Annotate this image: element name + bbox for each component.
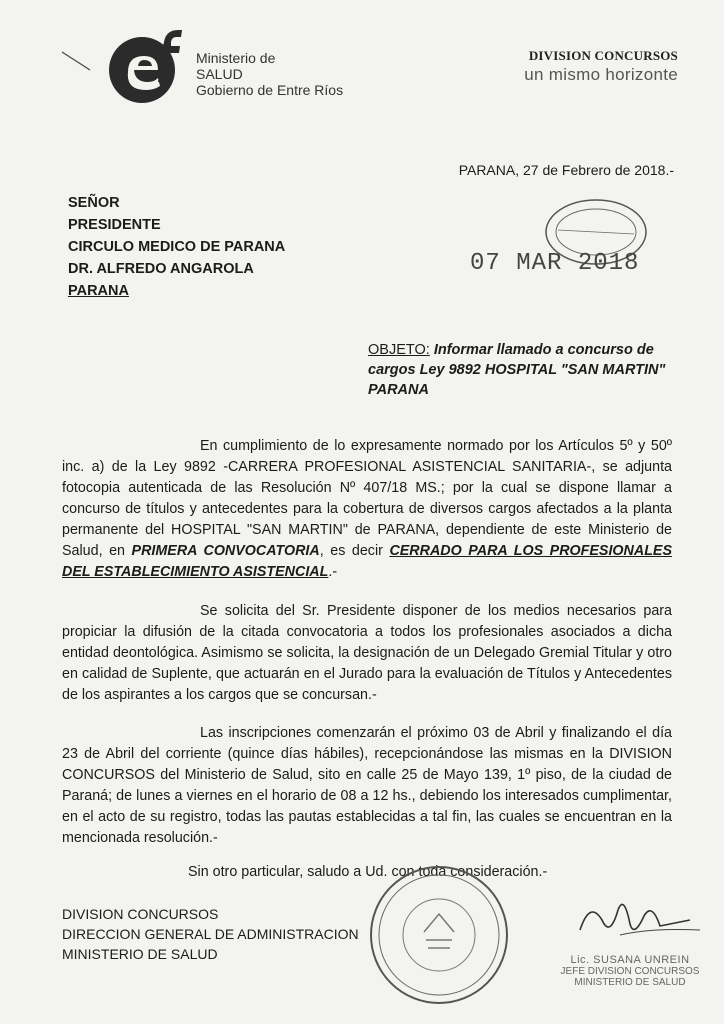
handwritten-signature	[560, 880, 710, 950]
addressee-line1: SEÑOR	[68, 195, 120, 211]
paragraph-2-text: Se solicita del Sr. Presidente disponer de los medios necesarios para propiciar la difusión de la citada convocatoria a todos los profesionales asociados a dicha entidad deontológica. Asimismo se solicita, la designación de un Delegado Gremial Titular y otro en calidad de Suplente, que actuarán en el Jurado para la evaluación de Títulos y Antecedentes de los aspirantes a los cargos que se concursan.-	[62, 603, 672, 703]
sender-line1: DIVISION CONCURSOS	[62, 906, 219, 922]
addressee-line4: DR. ALFREDO ANGAROLA	[68, 261, 254, 277]
signatory-role1: JEFE DIVISION CONCURSOS	[560, 966, 700, 977]
addressee-line3: CIRCULO MEDICO DE PARANA	[68, 239, 286, 255]
letter-date: PARANA, 27 de Febrero de 2018.-	[458, 162, 674, 178]
addressee-line2: PRESIDENTE	[68, 217, 161, 233]
sender-block	[62, 904, 359, 964]
paragraph-1-cerrado: CERRADO PARA LOS PROFESIONALES DEL ESTABLECIMIENTO ASISTENCIAL	[62, 543, 672, 580]
ministry-line2: SALUD	[196, 66, 243, 82]
addressee-block	[68, 192, 285, 302]
official-seal	[366, 862, 512, 1008]
paragraph-1-text-a: En cumplimiento de lo expresamente normado por los Artículos 5º y 50º inc. a) de la Ley 9892 -CARRERA PROFESIONAL ASISTENCIAL SANITARIA-, se adjunta fotocopia autenticada de las Resolución Nº 407/18 MS.; por la cual se dispone llamar a concurso de títulos y antecedentes para la cobertura de diversos cargos afectados a la planta permanente del HOSPITAL "SAN MARTIN" de PARANA, dependiente de este Ministerio de Salud, en	[62, 438, 672, 559]
signatory-role2: MINISTERIO DE SALUD	[574, 977, 686, 988]
ministry-line1: Ministerio de	[196, 50, 276, 66]
paragraph-2	[62, 601, 672, 706]
subject-text: Informar llamado a concurso de cargos Ley 9892 HOSPITAL "SAN MARTIN" PARANA	[368, 342, 666, 398]
signatory-block	[560, 955, 700, 988]
ministry-logo-icon	[106, 22, 190, 106]
sender-line3: MINISTERIO DE SALUD	[62, 946, 218, 962]
slogan: un mismo horizonte	[524, 65, 678, 84]
sender-line2: DIRECCION GENERAL DE ADMINISTRACION	[62, 926, 359, 942]
closing-line: Sin otro particular, saludo a Ud. con toda consideración.-	[188, 864, 548, 880]
paragraph-3-text: Las inscripciones comenzarán el próximo 03 de Abril y finalizando el día 23 de Abril del corriente (quince días hábiles), recepcionándose las mismas en la DIVISION CONCURSOS del Ministerio de Salud, sito en calle 25 de Mayo 139, 1º piso, de la ciudad de Paraná; de lunes a viernes en el horario de 08 a 12 hs., debiendo los interesados cumplimentar, en el acto de su registro, todas las pautas establecidas a tal fin, las cuales se encuentran en la mencionada resolución.-	[62, 725, 672, 846]
received-stamp-date: 07 MAR 2018	[470, 250, 640, 277]
paragraph-1	[62, 436, 672, 583]
paragraph-1-convocatoria: PRIMERA CONVOCATORIA	[131, 543, 320, 559]
division-title: DIVISION CONCURSOS	[528, 48, 678, 63]
signatory-name: Lic. SUSANA UNREIN	[570, 954, 690, 966]
ministry-line3: Gobierno de Entre Ríos	[196, 82, 344, 98]
paragraph-3	[62, 723, 672, 849]
ministry-name	[196, 50, 343, 98]
subject-block	[368, 340, 674, 400]
subject-label: OBJETO:	[368, 342, 430, 358]
paragraph-1-text-e: .-	[328, 564, 338, 580]
addressee-line5: PARANA	[68, 283, 129, 299]
scan-mark	[60, 50, 92, 72]
paragraph-1-text-c: , es decir	[319, 543, 390, 559]
